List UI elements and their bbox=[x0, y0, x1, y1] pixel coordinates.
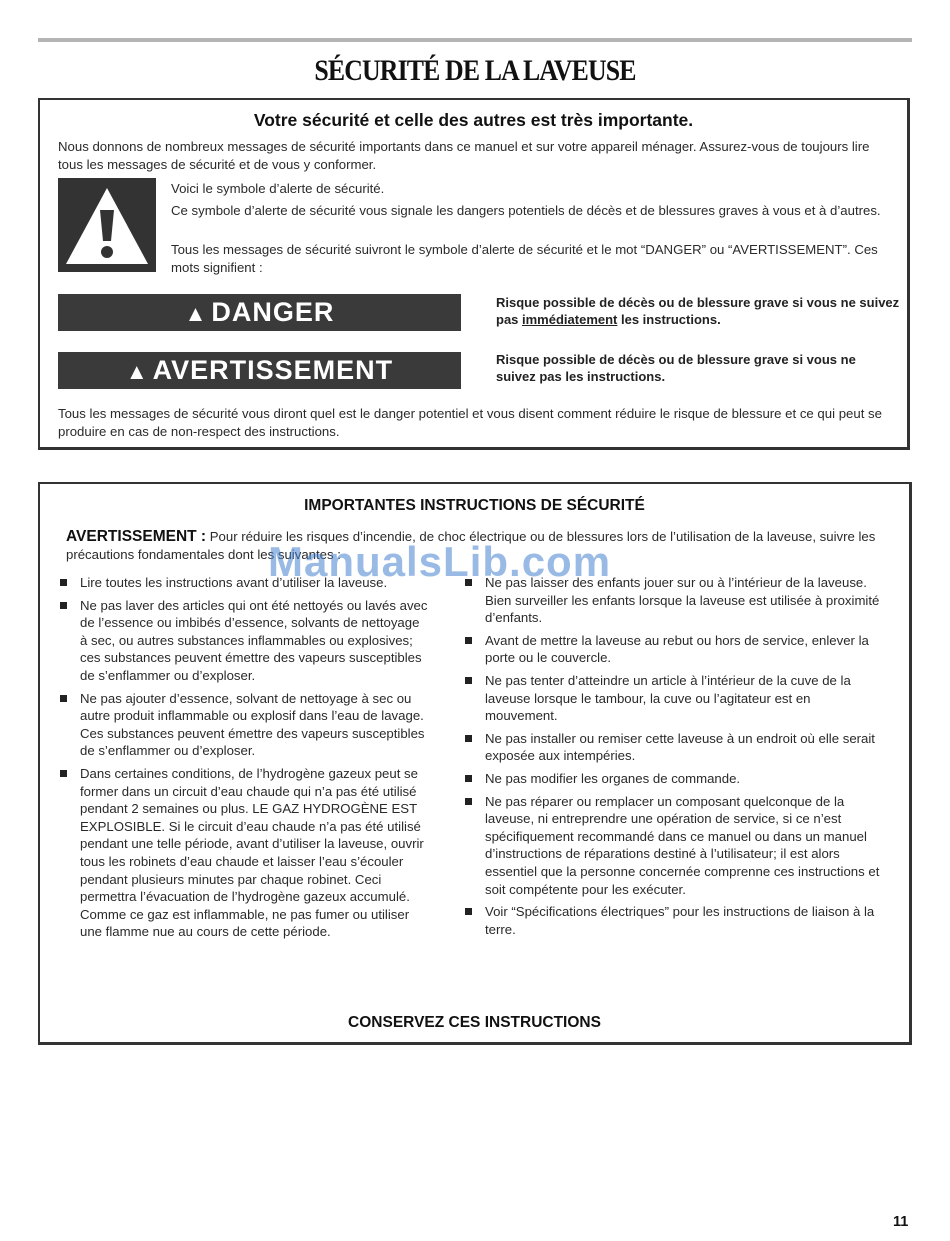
list-item: Dans certaines conditions, de l’hydrogène gazeux peut se former dans un circuit d’eau chaude qui n’a pas été utilisé pendant 2 semaines ou plus. LE GAZ HYDROGÈNE EST EXPLOSIBLE. Si le circuit d’eau chaude n’a pas été utilisé pendant une telle période, avant d’utiliser la laveuse, ouvrir tous les robinets d’eau chaude et laisser l’eau s’écouler pendant plusieurs minutes par chaque robinet. Ceci permettra l’évacuation de l’hydrogène gazeux accumulé. Comme ce gaz est inflammable, ne pas fumer ou utiliser une flamme nue au cours de cette période. bbox=[60, 765, 428, 941]
safety-alert-symbol-icon bbox=[58, 178, 156, 272]
bullet-icon bbox=[60, 602, 67, 609]
bullet-icon bbox=[465, 637, 472, 644]
instructions-left-column bbox=[60, 574, 428, 946]
bullet-icon bbox=[60, 579, 67, 586]
instructions-right-column bbox=[465, 574, 885, 943]
bullet-icon bbox=[465, 798, 472, 805]
top-rule bbox=[38, 38, 912, 42]
list-item: Ne pas tenter d’atteindre un article à l’intérieur de la cuve de la laveuse lorsque le tambour, la cuve ou l’agitateur est en mouvement. bbox=[465, 672, 885, 725]
instructions-heading: IMPORTANTES INSTRUCTIONS DE SÉCURITÉ bbox=[304, 497, 645, 514]
warning-triangle-icon: ▲ bbox=[184, 301, 208, 326]
page-title: SÉCURITÉ DE LA LAVEUSE bbox=[314, 54, 636, 87]
list-item: Ne pas réparer ou remplacer un composant quelconque de la laveuse, ni entreprendre une opération de service, si ce n’est spécifiquement recommandé dans ce manuel ou dans un manuel d’instructions de réparations destiné à l’utilisateur; il est alors essentiel que la personne concernée comprenne ces instructions et soit compétente pour les exécuter. bbox=[465, 793, 885, 899]
list-item: Ne pas modifier les organes de commande. bbox=[465, 770, 885, 788]
warning-triangle-icon: ▲ bbox=[125, 359, 149, 384]
danger-signal-banner bbox=[58, 294, 461, 331]
safety-message-box bbox=[38, 98, 910, 450]
warning-signal-banner bbox=[58, 352, 461, 389]
symbol-description: Ce symbole d’alerte de sécurité vous signale les dangers potentiels de décès et de blessures graves à vous et à d’autres. bbox=[171, 203, 881, 218]
safety-box-intro: Nous donnons de nombreux messages de sécurité importants dans ce manuel et sur votre appareil ménager. Assurez-vous de toujours lire tous les messages de sécurité et de vous y conformer. bbox=[58, 139, 870, 172]
list-item: Voir “Spécifications électriques” pour les instructions de liaison à la terre. bbox=[465, 903, 885, 938]
bullet-icon bbox=[465, 775, 472, 782]
danger-emphasis: immédiatement bbox=[522, 312, 618, 327]
list-item: Lire toutes les instructions avant d’utiliser la laveuse. bbox=[60, 574, 428, 592]
warning-lead: AVERTISSEMENT : bbox=[66, 528, 207, 545]
bullet-icon bbox=[60, 770, 67, 777]
instructions-intro: AVERTISSEMENT : Pour réduire les risques d’incendie, de choc électrique ou de blessures lors de l’utilisation de la laveuse, suivre les précautions fondamentales dont les suivantes : bbox=[66, 528, 876, 562]
bullet-icon bbox=[465, 735, 472, 742]
warning-description: Risque possible de décès ou de blessure grave si vous ne suivez pas les instructions. bbox=[496, 352, 856, 384]
safety-box-closing: Tous les messages de sécurité vous diront quel est le danger potentiel et vous disent comment réduire le risque de blessure et ce qui peut se produire en cas de non-respect des instructions. bbox=[58, 406, 882, 439]
list-item: Ne pas installer ou remiser cette laveuse à un endroit où elle serait exposée aux intempéries. bbox=[465, 730, 885, 765]
symbol-text: Voici le symbole d’alerte de sécurité. bbox=[171, 181, 385, 196]
danger-label: DANGER bbox=[211, 297, 335, 327]
warning-label: AVERTISSEMENT bbox=[152, 355, 394, 385]
bullet-icon bbox=[465, 908, 472, 915]
bullet-icon bbox=[60, 695, 67, 702]
list-item: Ne pas laver des articles qui ont été nettoyés ou lavés avec de l’essence ou imbibés d’essence, solvants de nettoyage à sec, ou autres substances inflammables ou explosives; ces substances peuvent émettre des vapeurs susceptibles de s’enflammer ou d’exploser. bbox=[60, 597, 428, 685]
page-number: 11 bbox=[893, 1214, 909, 1230]
list-item: Ne pas ajouter d’essence, solvant de nettoyage à sec ou autre produit inflammable ou explosif dans l’eau de lavage. Ces substances peuvent émettre des vapeurs susceptibles de s’enflammer ou d’exploser. bbox=[60, 690, 428, 760]
messages-description: Tous les messages de sécurité suivront le symbole d’alerte de sécurité et le mot “DANGER” ou “AVERTISSEMENT”. Ces mots signifient : bbox=[171, 242, 878, 275]
list-item: Avant de mettre la laveuse au rebut ou hors de service, enlever la porte ou le couvercle. bbox=[465, 632, 885, 667]
watermark: ManualsLib.com bbox=[268, 538, 612, 585]
save-instructions-heading: CONSERVEZ CES INSTRUCTIONS bbox=[348, 1014, 601, 1031]
list-item: Ne pas laisser des enfants jouer sur ou à l’intérieur de la laveuse. Bien surveiller les enfants lorsque la laveuse est utilisée à proximité d’enfants. bbox=[465, 574, 885, 627]
danger-description: Risque possible de décès ou de blessure grave si vous ne suivez pas immédiatement les instructions. bbox=[496, 295, 900, 327]
bullet-icon bbox=[465, 677, 472, 684]
safety-box-heading: Votre sécurité et celle des autres est très importante. bbox=[253, 110, 694, 130]
